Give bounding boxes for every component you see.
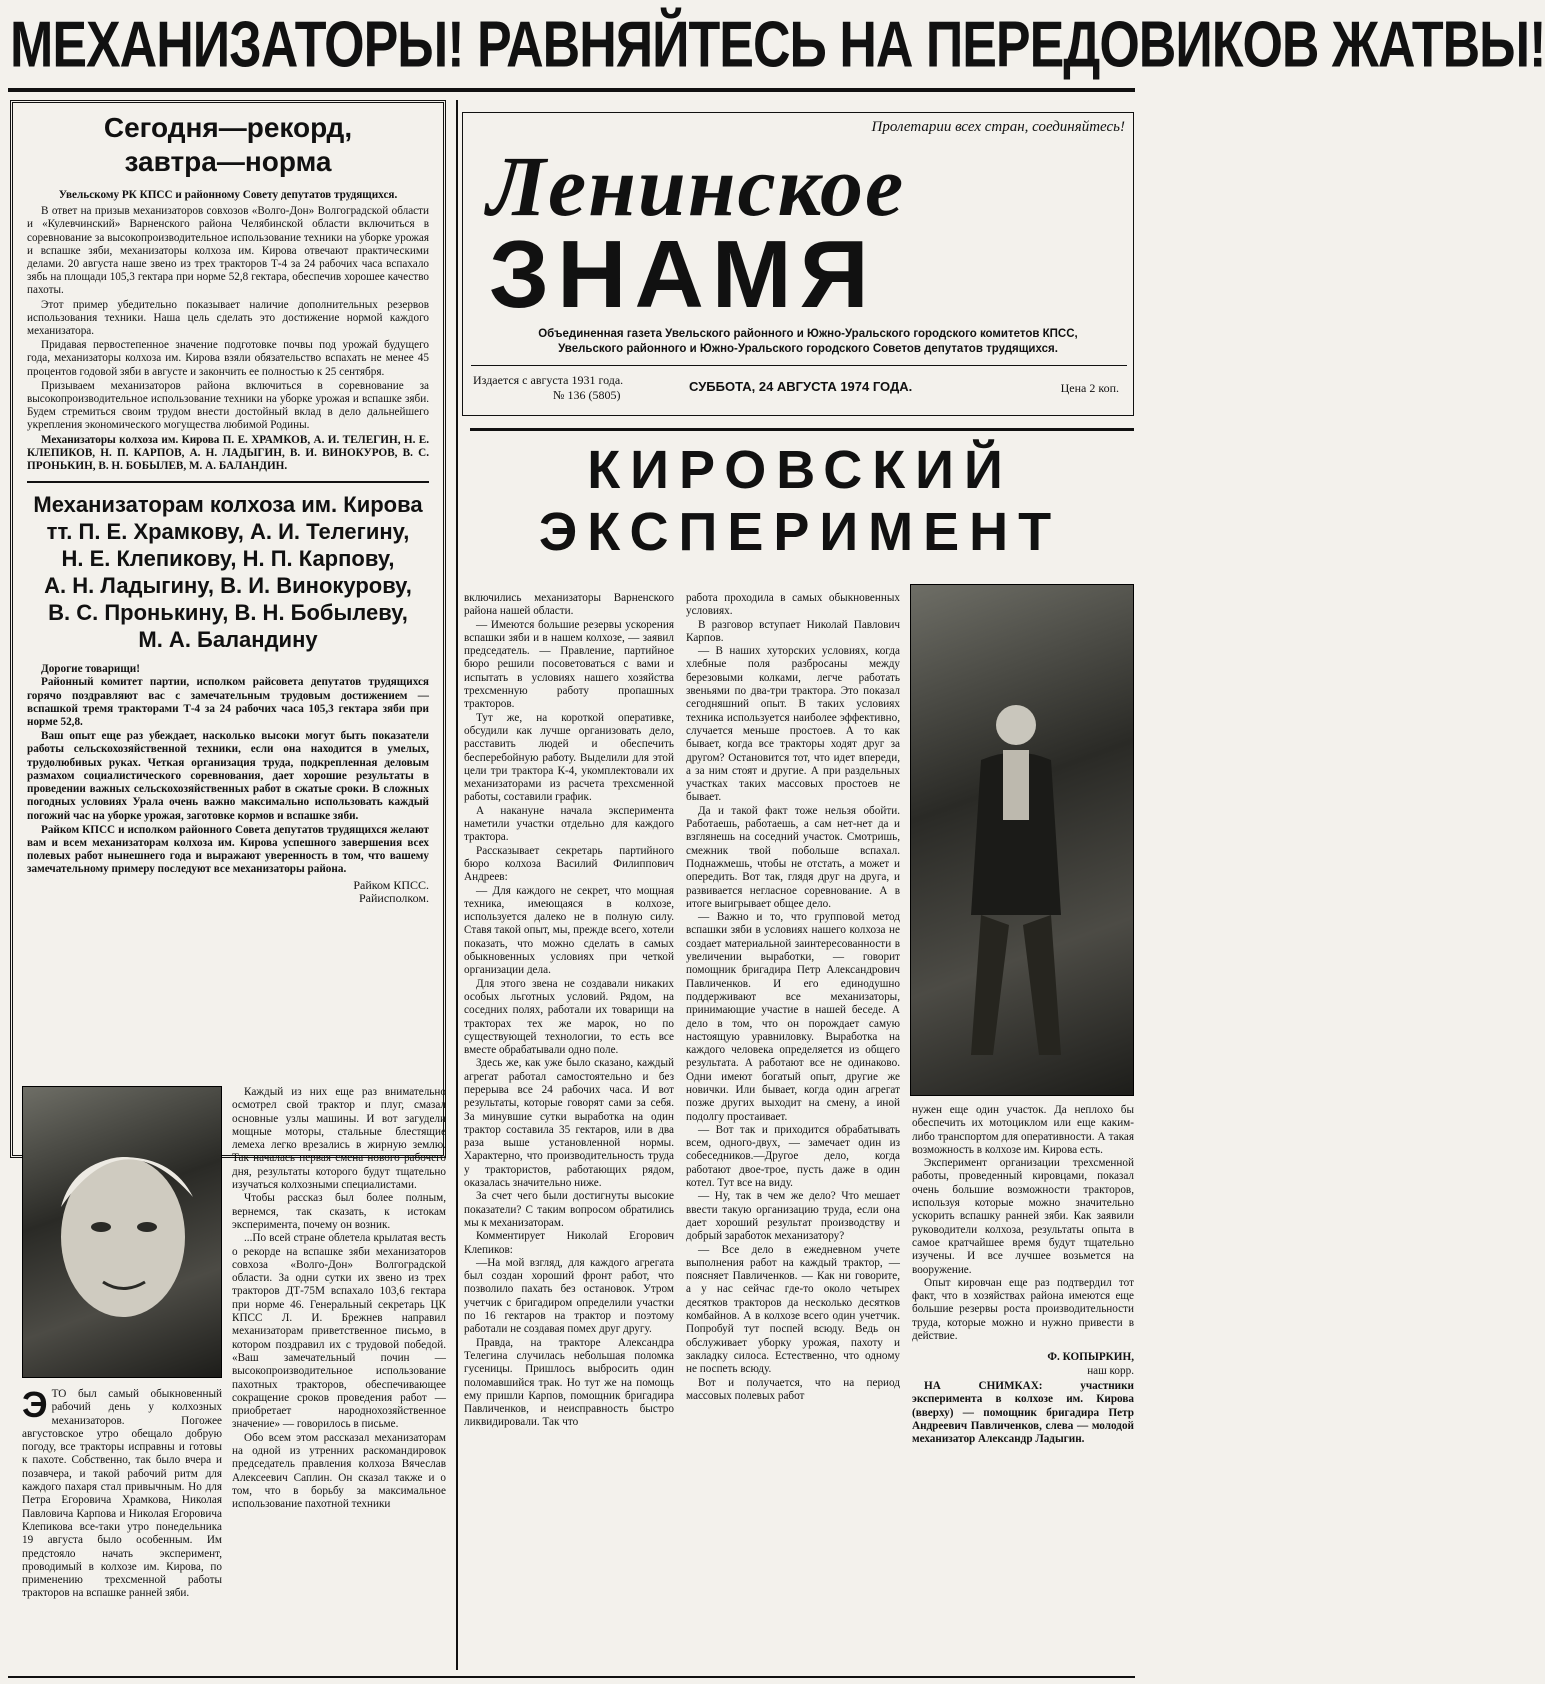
letter-paragraph: В ответ на призыв механизаторов совхозов «Волго-Дон» Волгоградской области и «Кулевчинский» Варненского района Челябинской области включиться в соревнование за высокопроизводительное использование техники на уборке урожая и вспашке зяби, механизаторы колхоза им. Кирова отвечают практическими делами. 20 августа наше звено из трех тракторов Т-4 за 24 рабочих часа вспахало зябь на площади 105,3 гектара при норме 52,8 гектара, обеспечив хорошее качество пахоты. (27, 205, 429, 297)
article-col-5 (912, 1104, 1134, 1670)
article-paragraph: Здесь же, как уже было сказано, каждый агрегат работал самостоятельно и без перерыва все 24 рабочих часа. И вот результаты, которые говорят сами за себя. За минувшие сутки выработка на один трактор составила 35 гектаров, или в два раза выше установленной нормы. Характерно, что производительность труда у трактористов, работающих рядом, оказалась значительно ниже. (464, 1057, 674, 1190)
article-paragraph: Обо всем этом рассказал механизаторам на одной из утренних раскомандировок председатель правления колхоза Вячеслав Алексеевич Саплин. Он сказал также и о том, что в борьбу за максимальное использование пахотной техники (232, 1431, 446, 1511)
masthead-motto: Пролетарии всех стран, соединяйтесь! (871, 119, 1125, 135)
article-paragraph: — Ну, так в чем же дело? Что мешает ввести такую организацию труда, если она дает хороший результат производству и добрый заработок механизатору? (686, 1190, 900, 1243)
masthead-rule (471, 365, 1127, 366)
masthead-subtitle (493, 327, 1123, 357)
greeting-sign-raiispolkom: Райисполком. (358, 890, 429, 905)
photo-figure (911, 585, 1135, 1097)
masthead-price: Цена 2 коп. (1060, 381, 1119, 395)
greeting-body (27, 676, 429, 876)
masthead-subtitle-line1: Объединенная газета Увельского районного и Южно-Уральского городского комитетов КПСС, (538, 328, 1078, 340)
box-divider (27, 481, 429, 483)
article-col-3 (464, 592, 674, 1670)
photo-caption (912, 1380, 1134, 1446)
masthead-word1: Ленинское (487, 138, 906, 234)
greeting-line: Механизаторам колхоза им. Кирова (33, 492, 423, 518)
greeting-line: В. С. Пронькину, В. Н. Бобылеву, (48, 600, 408, 626)
column-rule (456, 100, 458, 1670)
article-paragraph: Комментирует Николай Егорович Клепиков: (464, 1230, 674, 1256)
article-paragraph: — Важно и то, что групповой метод вспашки зяби в условиях нашего колхоза не создает материальной заинтересованности в увеличении выработки, — говорит помощник бригадира Петр Александрович Павличенков. И его единодушно поддерживают все механизаторы, принимающие участие в нашей беседе. А дело в том, что он порождает самую настоящую уравниловку. Выработка на каждого человека определяется из общего результата. А работают все не одинаково. Одни имеют богатый опыт, другие же новички. Или бывает, когда один агрегат позже других выходит на смену, а иной подолгу простаивает. (686, 911, 900, 1123)
masthead-since: Издается с августа 1931 года. (473, 373, 624, 387)
letter-title-line1: Сегодня—рекорд, (103, 112, 353, 143)
drop-cap: Э (22, 1384, 48, 1425)
letter-addressee: Увельскому РК КПСС и районному Совету депутатов трудящихся. (58, 189, 398, 201)
article-paragraph: — Имеются большие резервы ускорения вспашки зяби и в нашем колхозе, — заявил председатель. — Правление, партийное бюро решили посоветоваться с вами и испытать в условиях нашего хозяйства трехсменную работу пропашных тракторов. (464, 618, 674, 711)
letter-paragraph: Этот пример убедительно показывает наличие дополнительных резервов использования техники. Наша цель сделать это достижение нормой каждого механизатора. (27, 298, 429, 338)
article-title-line2: ЭКСПЕРИМЕНТ (538, 502, 1062, 562)
masthead-subtitle-line2: Увельского районного и Южно-Уральского городского Советов депутатов трудящихся. (558, 343, 1058, 355)
article-col-1 (22, 1384, 222, 1670)
masthead (462, 112, 1134, 416)
article-paragraph: Да и такой факт тоже нельзя обойти. Работаешь, работаешь, а сам нет-нет да и взглянешь на соседний участок. Смотришь, смежник твой побольше вспахал. Поднажмешь, чтобы не отстать, а может и опередить. Вот так, глядя друг на друга, и развивается негласное соревнование. А в итоге выигрывает общее дело. (686, 804, 900, 910)
article-paragraph: — Для каждого не секрет, что мощная техника, имеющаяся в колхозе, используется далеко не в полную силу. Ставя такой опыт, мы, прежде всего, хотели показать, что можно сделать в самых обыкновенных условиях при четкой организации дела. (464, 884, 674, 977)
photo-caption-head: НА СНИМКАХ: (924, 1379, 1043, 1392)
article-paragraph: работа проходила в самых обыкновенных условиях. (686, 592, 900, 618)
photo-face (23, 1087, 223, 1379)
greeting-sign-raikom: Райком КПСС. (353, 877, 429, 892)
greeting-paragraph: Ваш опыт еще раз убеждает, насколько высоки могут быть показатели работы сельскохозяйственной техники, если она находится в умелых, трудолюбивых руках. Четкая организация труда, подкрепленная деловым размахом социалистического соревнования, дает хорошие результаты в проведении важных сельскохозяйственных работ в сжатые сроки. В сложных погодных условиях Урала очень важно максимально использовать каждый погожий час на уборке урожая, заготовке кормов и вспашке зяби. (27, 730, 429, 822)
article-title-line1: КИРОВСКИЙ (587, 440, 1013, 500)
article-paragraph: — Вот так и приходится обрабатывать всем, одного-двух, — замечает один из собеседников.—Другое дело, когда работают двое-трое, пусть даже в один котел. Тут все на виду. (686, 1123, 900, 1190)
article-paragraph: — В наших хуторских условиях, когда хлебные поля разбросаны между березовыми колками, легче работать звеньями по два-три трактора. Это показал сегодняшний опыт. В таких условиях техника используется наиболее эффективно, случается меньше простоев. А то как бывает, когда все тракторы ходят друг за другом? Остановится тот, что идет впереди, а за ним стоят и другие. А при раздельных участках таких массовых простоев не бывает. (686, 645, 900, 804)
greeting-paragraph: Райком КПСС и исполком районного Совета депутатов трудящихся желают вам и всем механизаторам колхоза им. Кирова успешного завершения всех полевых работ нынешнего года и выражают уверенность в том, что вашему замечательному примеру последуют все механизаторы района. (27, 823, 429, 876)
page-bottom-rule (8, 1676, 1135, 1678)
article-paragraph: Вот и получается, что на период массовых полевых работ (686, 1376, 900, 1402)
article-paragraph: Эксперимент организации трехсменной работы, проведенный кировцами, показал очень большие возможности тракторов, используя которые можно значительно ускорить вспашку ранней зяби. Как заявили руководители колхоза, результаты опыта в самое кратчайшее время будут тщательно изучены. И все лучшее возьмется на вооружение. (912, 1157, 1134, 1276)
article-paragraph: В разговор вступает Николай Павлович Карпов. (686, 618, 900, 644)
greeting-line: Н. Е. Клепикову, Н. П. Карпову, (61, 546, 395, 572)
article-col-2 (232, 1086, 446, 1670)
article-paragraph: Рассказывает секретарь партийного бюро колхоза Василий Филиппович Андреев: (464, 844, 674, 884)
article-author-role: наш корр. (1087, 1364, 1134, 1377)
article-paragraph: — Все дело в ежедневном учете выполнения работ на каждый трактор, — поясняет Павличенков. — Как ни говорите, а у нас сейчас где-то около четырех десятков тракторов да несколько десятков комбайнов. А в колхозе всего один учетчик. Попробуй тут поспей всюду. Ведь он обслуживает уборку урожая, пахоту и закладку силоса. Естественно, что одному не поспеть всюду. (686, 1243, 900, 1376)
article-paragraph: —На мой взгляд, для каждого агрегата был создан хороший фронт работ, что позволило пахать без остановок. Утром учетчик с бригадиром определили участки по 16 гектаров на трактор и поэтому работали не создавая помех друг другу. (464, 1256, 674, 1336)
article-paragraph: Опыт кировчан еще раз подтвердил тот факт, что в хозяйствах района имеются еще большие резервы роста производительности труда, которые можно и нужно привести в действие. (912, 1276, 1134, 1343)
photo-pavlichenkov (910, 584, 1134, 1096)
letter-body (27, 205, 429, 473)
article-paragraph: включились механизаторы Варненского района нашей области. (464, 592, 674, 618)
letter-paragraph: Придавая первостепенное значение подготовке почвы под урожай будущего года, механизаторы колхоза им. Кирова взяли обязательство вспахать не менее 45 процентов годовой зяби в августе и закончить ее полностью к 25 сентября. (27, 339, 429, 378)
greeting-line: тт. П. Е. Храмкову, А. И. Телегину, (46, 519, 410, 545)
article-paragraph: ...По всей стране облетела крылатая весть о рекорде на вспашке зяби механизаторов совхоза «Волго-Дон» Волгоградской области. За одни сутки их звено из трех тракторов ДТ-75М вспахало 103,6 гектара при норме 46. Генеральный секретарь ЦК КПСС Л. И. Брежнев направил механизаторам приветственное письмо, в котором поздравил их с трудовой победой. «Ваш замечательный почин — высокопроизводительное использование пахотных тракторов, обеспечивающее сокращение сроков проведения работ — приобретает народнохозяйственное значение» — говорилось в письме. (232, 1232, 446, 1431)
greeting-paragraph: Районный комитет партии, исполком райсовета депутатов трудящихся горячо поздравляют вас с замечательным трудовым достижением — вспашкой тремя тракторами Т-4 за 24 рабочих часа 105,3 гектара зяби при норме 52,8. (27, 676, 429, 729)
masthead-date: СУББОТА, 24 АВГУСТА 1974 ГОДА. (689, 379, 913, 394)
article-paragraph: А накануне начала эксперимента наметили участки отдельно для каждого трактора. (464, 804, 674, 844)
masthead-issue: № 136 (5805) (553, 388, 621, 402)
greeting-salutation: Дорогие товарищи! (41, 663, 140, 676)
article-paragraph: нужен еще один участок. Да неплохо бы обеспечить их мотоциклом или еще каким-либо транспортом для оперативности. А такая возможность в колхозе им. Кирова есть. (912, 1104, 1134, 1156)
article-lead: ТО был самый обыкновенный рабочий день у колхозных механизаторов. Погожее августовское утро обещало добрую погоду, все тракторы исправны и готовы к пахоте. Собственно, так было вчера и позавчера, и такой рабочий ритм для каждого пахаря стал привычным. Но для Петра Егоровича Храмкова, Николая Павловича Карпова и Николая Егоровича Клепикова все-таки утро понедельника 19 августа было особенным. Им предстояло начать эксперимент, проводимый в колхозе им. Кирова, по применению трехсменной работы тракторов на вспашке ранней зяби. (22, 1388, 222, 1600)
greeting-line: А. Н. Ладыгину, В. И. Винокурову, (44, 573, 412, 599)
page-headline: МЕХАНИЗАТОРЫ! РАВНЯЙТЕСЬ НА ПЕРЕДОВИКОВ ЖАТВЫ! (10, 8, 1545, 82)
article-paragraph: Каждый из них еще раз внимательно осмотрел свой трактор и плуг, смазал основные узлы машины. И вот загудели мощные моторы, стальные блестящие лемеха легко врезались в жирную землю. Так началась первая смена нового рабочего дня, результаты которого будут тщательно изучаться колхозными специалистами. (232, 1086, 446, 1192)
letter-box (10, 100, 446, 1158)
article-paragraph: Тут же, на короткой оперативке, обсудили как лучше организовать дело, расставить людей и обеспечить бесперебойную работу. Выделили для этой цели три трактора К-4, укомплектовали их механизаторами из расчета трехсменной работы, составили график. (464, 711, 674, 804)
article-top-rule (470, 428, 1134, 431)
headline-rule (8, 88, 1135, 92)
article-paragraph: Правда, на тракторе Александра Телегина случилась небольшая поломка гусеницы. Пришлось выбросить один поломавшийся трак. Но тут же на помощь ему пришли Карпов, помощник бригадира Павличенков, и неисправность быстро ликвидировали. Так что (464, 1336, 674, 1429)
article-paragraph: За счет чего были достигнуты высокие показатели? С таким вопросом обратились мы к механизаторам. (464, 1190, 674, 1229)
photo-caption-text: участники эксперимента в колхозе им. Кирова (вверху) — помощник бригадира Петр Андреевич Павличенков, слева — молодой механизатор Александр Ладыгин. (912, 1379, 1134, 1446)
article-paragraph: Чтобы рассказ был более полным, вернемся, так сказать, к истокам эксперимента, почему он возник. (232, 1192, 446, 1231)
letter-signatures: Механизаторы колхоза им. Кирова П. Е. ХРАМКОВ, А. И. ТЕЛЕГИН, Н. Е. КЛЕПИКОВ, Н. П. КАРПОВ, А. Н. ЛАДЫГИН, В. И. ВИНОКУРОВ, В. С. ПРОНЬКИН, В. Н. БОБЫЛЕВ, М. А. БАЛАНДИН. (27, 433, 429, 473)
article-author: Ф. КОПЫРКИН, (1047, 1351, 1134, 1364)
masthead-word2: ЗНАМЯ (489, 221, 877, 328)
greeting-line: М. А. Баландину (138, 627, 318, 653)
photo-ladygin (22, 1086, 222, 1378)
letter-paragraph: Призываем механизаторов района включиться в соревнование за высокопроизводительное использование техники на уборке урожая и вспашке зяби. Будем стремиться своим трудом внести достойный вклад в дело дальнейшего укрепления экономического могущества любимой Родины. (27, 379, 429, 432)
letter-title-line2: завтра—норма (124, 146, 332, 177)
article-paragraph: Для этого звена не создавали никаких особых льготных условий. Рядом, на соседних полях, работали их товарищи на тракторах тех же марок, но по существующей технологии, то есть все вместе обрабатывали одно поле. (464, 977, 674, 1057)
article-col-4 (686, 592, 900, 1670)
